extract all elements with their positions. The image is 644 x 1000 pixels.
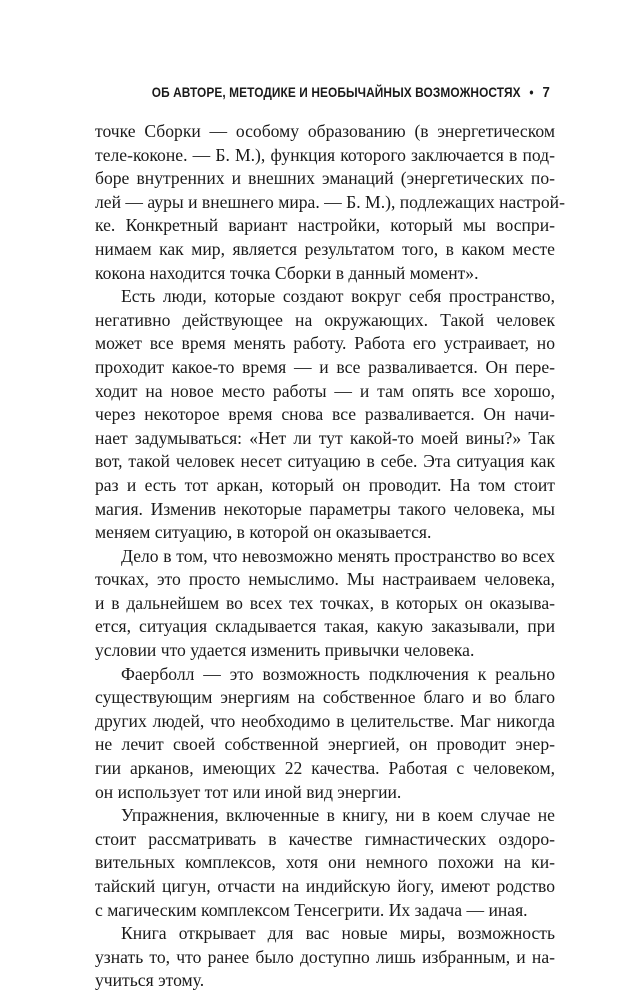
paragraph bbox=[95, 663, 555, 805]
text-line: негативно действующее на окружающих. Такой человек bbox=[95, 309, 555, 330]
text-line: Фаерболл — это возможность подключения к реально bbox=[121, 663, 555, 684]
text-line: условии что удается изменить привычки человека. bbox=[95, 640, 475, 661]
text-line: кокона находится точка Сборки в данный момент». bbox=[95, 262, 479, 283]
text-line: боре внутренних и внешних эманаций (энергетических по- bbox=[95, 168, 555, 189]
text-line: Упражнения, включенные в книгу, ни в коем случае не bbox=[121, 805, 555, 826]
text-line: учиться этому. bbox=[95, 970, 205, 991]
running-head bbox=[151, 84, 550, 101]
text-line: точках, это просто немыслимо. Мы настраиваем человека, bbox=[95, 569, 555, 590]
text-line: точке Сборки — особому образованию (в энергетическом bbox=[95, 121, 555, 141]
bullet-separator: • bbox=[529, 85, 534, 100]
text-line: гии арканов, имеющих 22 качества. Работая с человеком, bbox=[95, 758, 555, 779]
text-line: теле-коконе. — Б. М.), функция которого заключается в под- bbox=[95, 144, 555, 165]
text-line: узнать то, что ранее было доступно лишь избранным, и на- bbox=[95, 946, 555, 967]
text-line: Есть люди, которые создают вокруг себя пространство, bbox=[121, 286, 555, 307]
text-line: Дело в том, что невозможно менять пространство во всех bbox=[121, 545, 555, 566]
paragraph bbox=[95, 285, 555, 545]
body-text bbox=[95, 120, 565, 993]
text-line: магия. Изменив некоторые параметры такого человека, мы bbox=[95, 498, 555, 519]
text-line: ке. Конкретный вариант настройки, который мы воспри- bbox=[95, 215, 555, 236]
text-line: может все время менять работу. Работа его устраивает, но bbox=[95, 333, 555, 354]
text-line: раз и есть тот аркан, который он проводит. На том стоит bbox=[95, 474, 555, 495]
text-line: вительных комплексов, хотя они немного похожи на ки- bbox=[95, 852, 555, 873]
text-line: нимаем как мир, является результатом того, в каком месте bbox=[95, 238, 555, 259]
text-line: других людей, что необходимо в целительстве. Маг никогда bbox=[95, 710, 555, 731]
text-line: нает задумываться: «Нет ли тут какой-то моей вины?» Так bbox=[95, 427, 555, 448]
page-number: 7 bbox=[542, 84, 550, 101]
text-line: Книга открывает для вас новые миры, возможность bbox=[121, 923, 555, 944]
text-line: с магическим комплексом Тенсегрити. Их задача — иная. bbox=[95, 899, 528, 920]
text-line: проходит какое-то время — и все разваливается. Он пере- bbox=[95, 356, 555, 377]
paragraph bbox=[95, 804, 555, 922]
text-line: меняем ситуацию, в которой он оказывается. bbox=[95, 522, 432, 543]
text-line: ется, ситуация складывается такая, какую заказывали, при bbox=[95, 616, 555, 637]
paragraph bbox=[95, 120, 565, 285]
text-line: лей — ауры и внешнего мира. — Б. М.), подлежащих настрой- bbox=[95, 191, 565, 212]
running-title: ОБ АВТОРЕ, МЕТОДИКЕ И НЕОБЫЧАЙНЫХ ВОЗМОЖНОСТЯХ bbox=[151, 85, 521, 100]
paragraph bbox=[95, 545, 555, 663]
text-line: он использует тот или иной вид энергии. bbox=[95, 781, 402, 802]
text-line: и в дальнейшем во всех тех точках, в которых он оказыва- bbox=[95, 592, 555, 613]
text-line: через некоторое время снова все разваливается. Он начи- bbox=[95, 404, 555, 425]
text-line: стоит рассматривать в качестве гимнастических оздоро- bbox=[95, 828, 555, 849]
text-line: вот, такой человек несет ситуацию в себе. Эта ситуация как bbox=[95, 451, 555, 472]
text-line: ходит на новое место работы — и там опять все хорошо, bbox=[95, 380, 555, 401]
paragraph bbox=[95, 922, 555, 993]
text-line: тайский цигун, отчасти на индийскую йогу, имеют родство bbox=[95, 876, 555, 896]
text-line: существующим энергиям на собственное благо и во благо bbox=[95, 687, 555, 708]
text-line: не лечит своей собственной энергией, он проводит энер- bbox=[95, 734, 555, 755]
